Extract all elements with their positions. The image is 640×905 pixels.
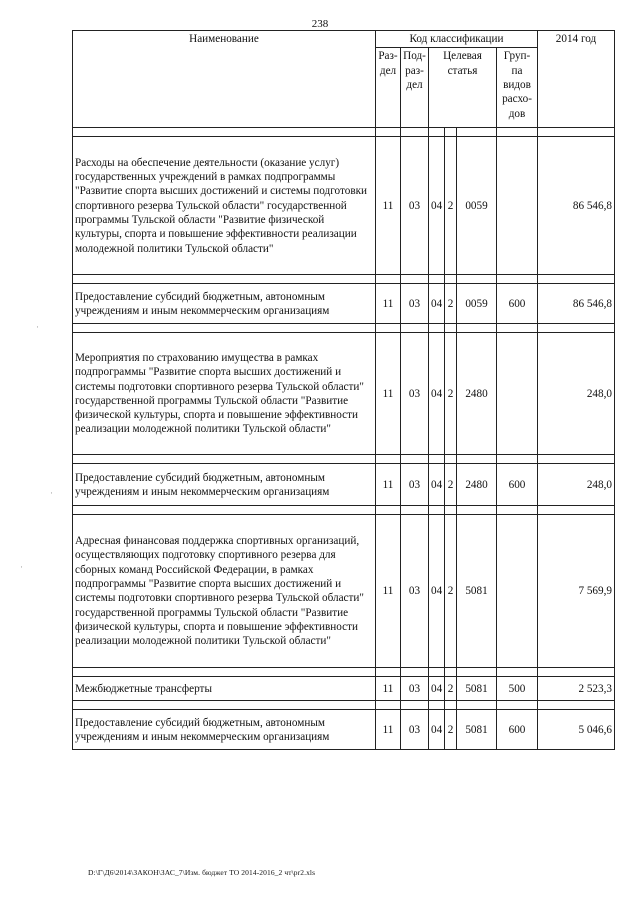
header-row-top xyxy=(73,31,615,48)
row-vid xyxy=(497,333,538,455)
spacer-row xyxy=(73,455,615,464)
table-row xyxy=(73,710,615,750)
row-cs1: 04 xyxy=(429,284,445,324)
table-row xyxy=(73,137,615,275)
header-razdel: Раз-дел xyxy=(376,48,401,128)
row-cs2: 2 xyxy=(445,515,457,668)
row-podrazdel: 03 xyxy=(401,515,429,668)
header-year: 2014 год xyxy=(538,31,615,128)
spacer-row xyxy=(73,506,615,515)
row-amount: 86 546,8 xyxy=(538,284,615,324)
row-amount: 5 046,6 xyxy=(538,710,615,750)
row-cs3: 5081 xyxy=(457,515,497,668)
row-vid: 600 xyxy=(497,710,538,750)
row-razdel: 11 xyxy=(376,284,401,324)
row-podrazdel: 03 xyxy=(401,710,429,750)
row-cs2: 2 xyxy=(445,464,457,506)
row-vid: 600 xyxy=(497,464,538,506)
row-vid: 600 xyxy=(497,284,538,324)
row-podrazdel: 03 xyxy=(401,464,429,506)
table-row xyxy=(73,677,615,701)
row-name: Межбюджетные трансферты xyxy=(73,677,376,701)
row-cs1: 04 xyxy=(429,677,445,701)
row-podrazdel: 03 xyxy=(401,137,429,275)
row-name: Расходы на обеспечение деятельности (оказание услуг) государственных учреждений в рамках подпрограммы "Развитие спорта высших достижений и системы подготовки спортивного резерва Тульской области" государственной программы Тульской области "Развитие физической культуры, спорта и повышение эффективности реализации молодежной политики Тульской области" xyxy=(73,137,376,275)
row-amount: 248,0 xyxy=(538,464,615,506)
row-vid xyxy=(497,515,538,668)
row-amount: 7 569,9 xyxy=(538,515,615,668)
row-vid xyxy=(497,137,538,275)
row-cs1: 04 xyxy=(429,515,445,668)
spacer-row xyxy=(73,701,615,710)
header-celevaya: Целевая статья xyxy=(429,48,497,128)
row-cs2: 2 xyxy=(445,284,457,324)
table-row xyxy=(73,333,615,455)
row-cs1: 04 xyxy=(429,137,445,275)
row-cs3: 0059 xyxy=(457,284,497,324)
row-cs3: 5081 xyxy=(457,677,497,701)
row-name: Предоставление субсидий бюджетным, автономным учреждениям и иным некоммерческим организациям xyxy=(73,464,376,506)
row-podrazdel: 03 xyxy=(401,677,429,701)
row-cs3: 2480 xyxy=(457,464,497,506)
row-cs1: 04 xyxy=(429,464,445,506)
row-name: Мероприятия по страхованию имущества в рамках подпрограммы "Развитие спорта высших достижений и системы подготовки спортивного резерва Тульской области" государственной программы Тульской области "Развитие физической культуры, спорта и повышение эффективности реализации молодежной политики Тульской области" xyxy=(73,333,376,455)
row-cs3: 2480 xyxy=(457,333,497,455)
spacer-row xyxy=(73,128,615,137)
budget-table xyxy=(72,30,615,750)
row-amount: 86 546,8 xyxy=(538,137,615,275)
header-gruppa: Груп-па видов расхо-дов xyxy=(497,48,538,128)
row-amount: 248,0 xyxy=(538,333,615,455)
spacer-row xyxy=(73,668,615,677)
table-row xyxy=(73,515,615,668)
row-razdel: 11 xyxy=(376,677,401,701)
row-cs2: 2 xyxy=(445,677,457,701)
spacer-row xyxy=(73,324,615,333)
header-classification: Код классификации xyxy=(376,31,538,48)
table-row xyxy=(73,464,615,506)
file-path-footer: D:\Г\Д6\2014\ЗАКОН\ЗАС_7\Изм. бюджет ТО 2014-2016_2 чт\pr2.xls xyxy=(88,868,316,877)
page-number: 238 xyxy=(311,18,329,30)
row-cs2: 2 xyxy=(445,333,457,455)
row-name: Адресная финансовая поддержка спортивных организаций, осуществляющих подготовку спортивного резерва для сборных команд Российской Федерации, в рамках подпрограммы "Развитие спорта высших достижений и системы подготовки спортивного резерва Тульской области" государственной программы Тульской области "Развитие физической культуры, спорта и повышение эффективности реализации молодежной политики Тульской области" xyxy=(73,515,376,668)
row-razdel: 11 xyxy=(376,333,401,455)
scan-mark: · xyxy=(50,488,53,498)
row-razdel: 11 xyxy=(376,710,401,750)
scan-mark: · xyxy=(36,322,39,332)
scan-mark: · xyxy=(20,562,23,572)
row-podrazdel: 03 xyxy=(401,284,429,324)
table-row xyxy=(73,284,615,324)
row-cs2: 2 xyxy=(445,137,457,275)
row-cs2: 2 xyxy=(445,710,457,750)
row-razdel: 11 xyxy=(376,464,401,506)
row-cs3: 0059 xyxy=(457,137,497,275)
row-razdel: 11 xyxy=(376,515,401,668)
row-cs1: 04 xyxy=(429,710,445,750)
spacer-row xyxy=(73,275,615,284)
row-razdel: 11 xyxy=(376,137,401,275)
header-name: Наименование xyxy=(73,31,376,128)
row-podrazdel: 03 xyxy=(401,333,429,455)
row-name: Предоставление субсидий бюджетным, автономным учреждениям и иным некоммерческим организациям xyxy=(73,284,376,324)
row-name: Предоставление субсидий бюджетным, автономным учреждениям и иным некоммерческим организациям xyxy=(73,710,376,750)
row-vid: 500 xyxy=(497,677,538,701)
row-cs3: 5081 xyxy=(457,710,497,750)
row-amount: 2 523,3 xyxy=(538,677,615,701)
header-podrazdel: Под-раз-дел xyxy=(401,48,429,128)
row-cs1: 04 xyxy=(429,333,445,455)
